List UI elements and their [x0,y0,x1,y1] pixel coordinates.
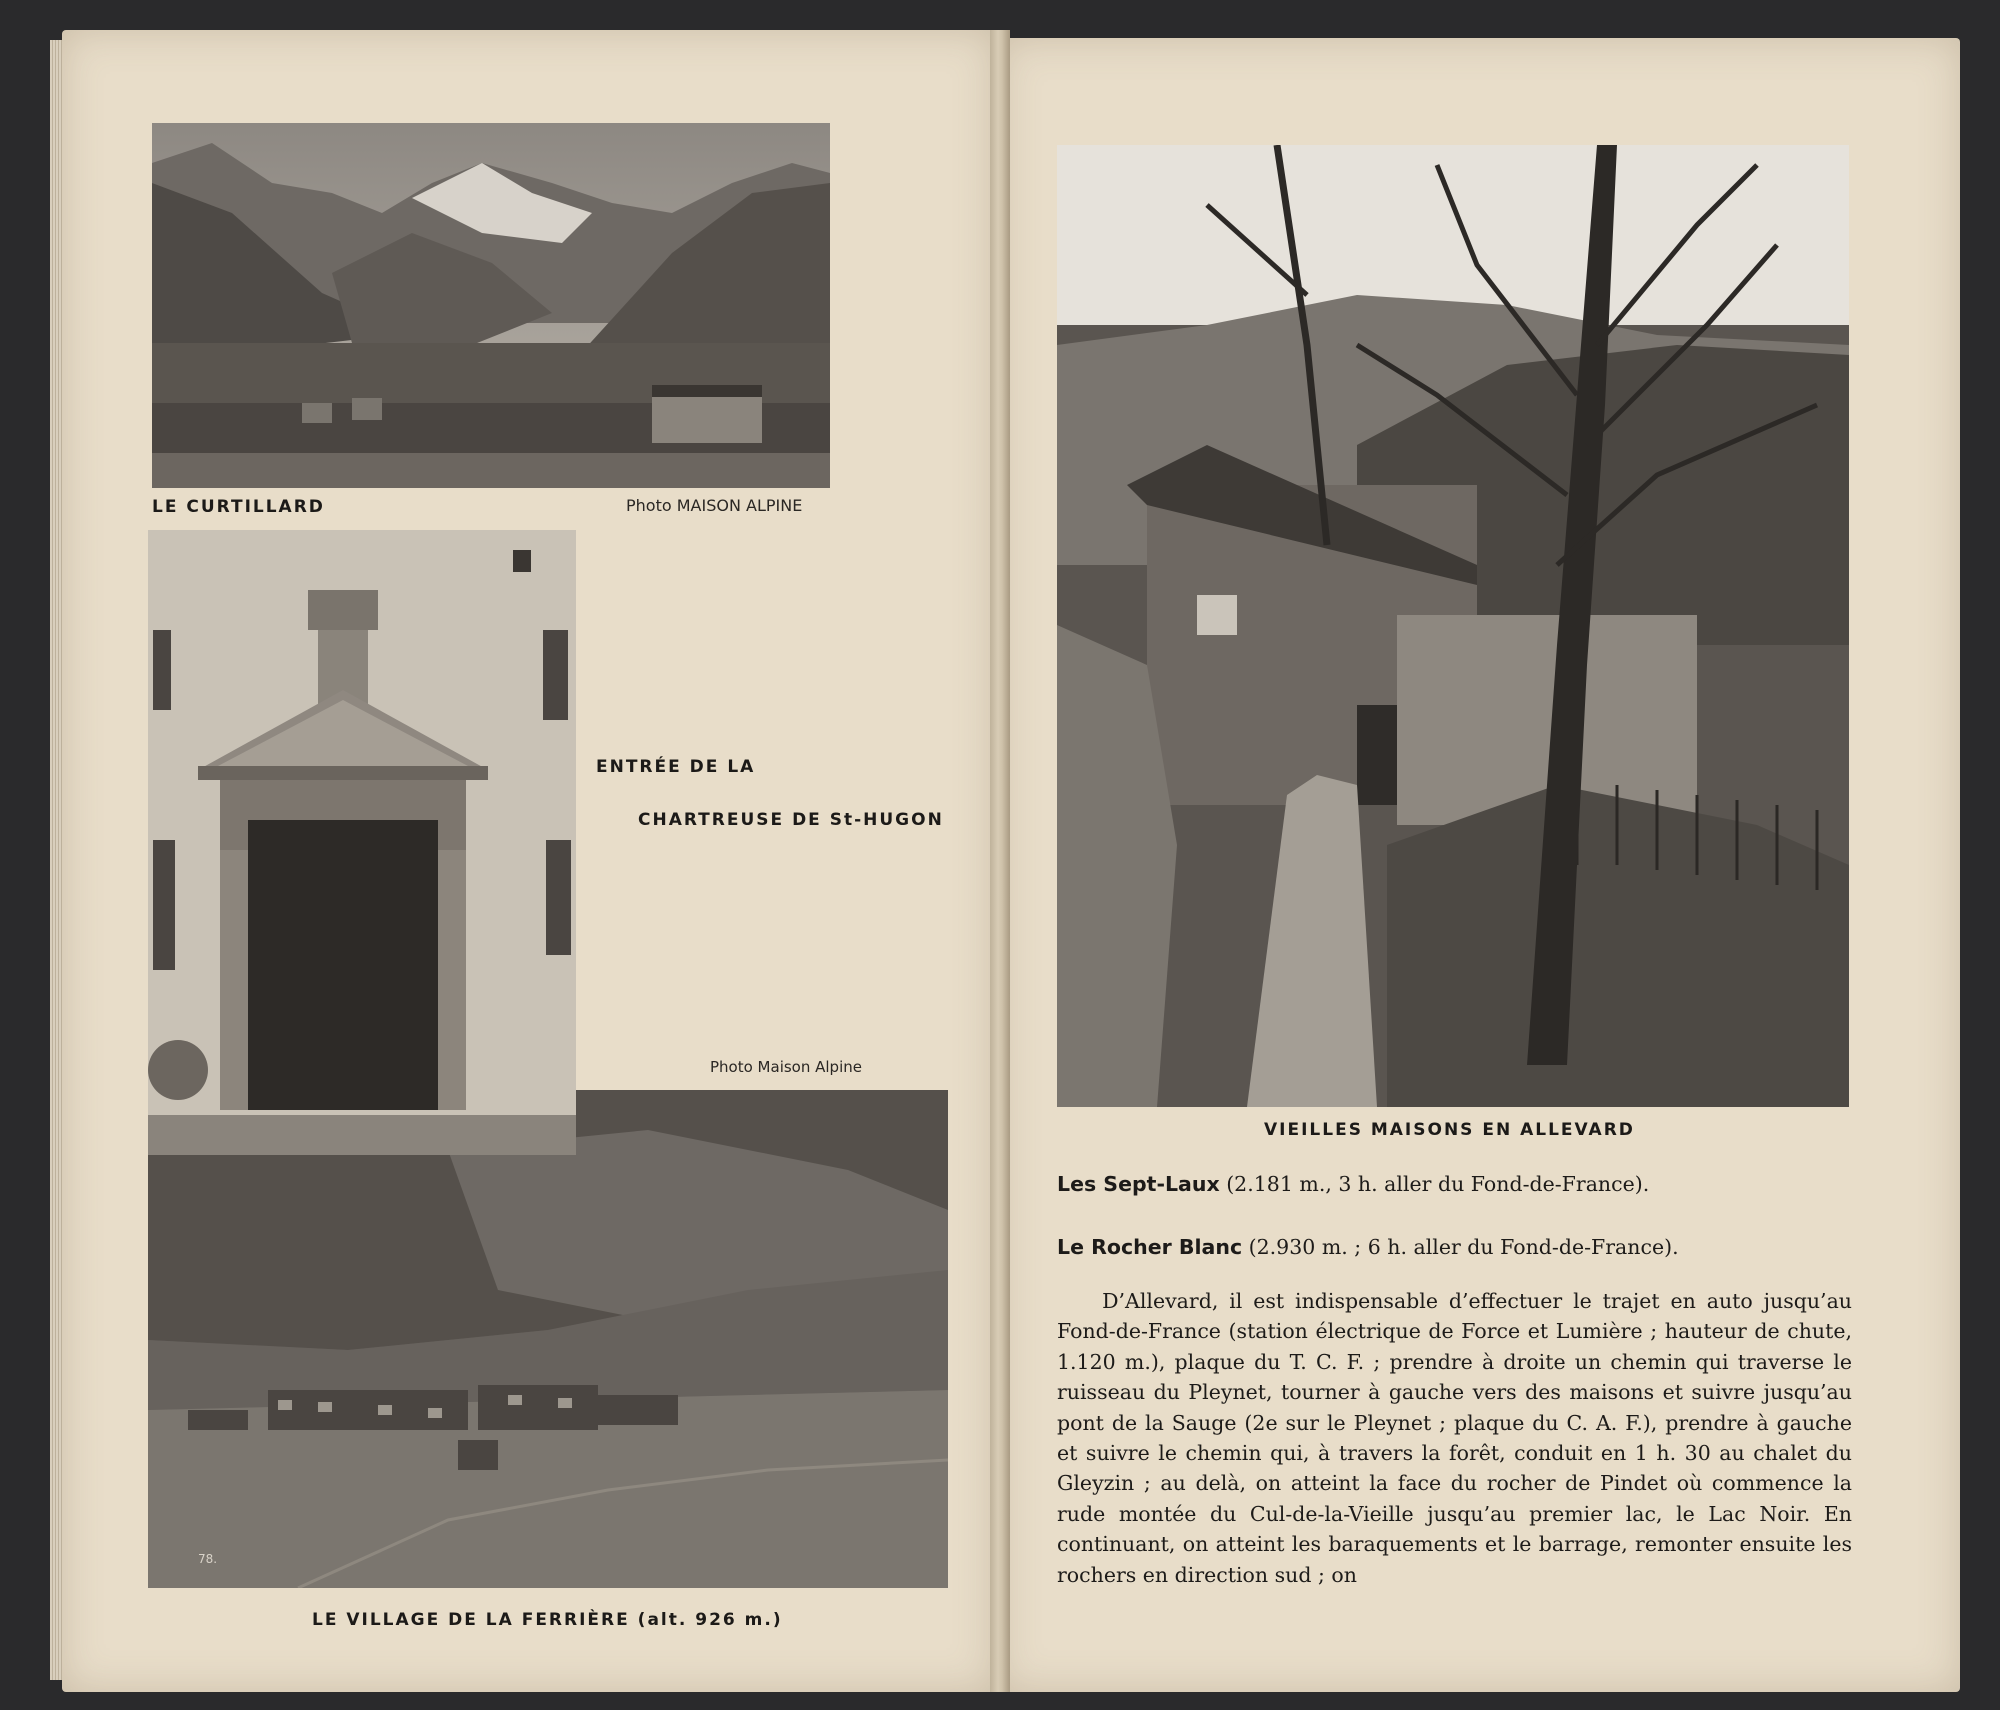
caption-vieilles-maisons: VIEILLES MAISONS EN ALLEVARD [1264,1120,1635,1140]
credit-photo1: Photo MAISON ALPINE [626,496,803,515]
credit-photo2: Photo Maison Alpine [710,1058,862,1076]
entry-detail: (2.181 m., 3 h. aller du Fond-de-France). [1219,1172,1650,1196]
entry-title: Les Sept-Laux [1057,1172,1220,1196]
photo-village-ferriere [148,1090,948,1588]
caption-le-curtillard: LE CURTILLARD [152,497,325,517]
photo-le-curtillard [152,123,830,488]
entry-sept-laux [1057,1172,1649,1196]
book-gutter [990,30,1010,1692]
entry-detail: (2.930 m. ; 6 h. aller du Fond-de-France). [1242,1235,1679,1259]
entry-title: Le Rocher Blanc [1057,1235,1243,1259]
photo-number: 78. [198,1552,218,1566]
photo-vieilles-maisons [1057,145,1849,1107]
caption-village-ferriere: LE VILLAGE DE LA FERRIÈRE (alt. 926 m.) [312,1610,783,1630]
caption-chartreuse-line1: ENTRÉE DE LA [596,757,756,777]
body-paragraph [1057,1286,1852,1590]
photo-chartreuse-entrance [148,530,576,1155]
paragraph-text: D’Allevard, il est indispensable d’effectuer le trajet en auto jusqu’au Fond-de-France (station électrique de Force et Lumière ; hauteur de chute, 1.120 m.), plaque du T. C. F. ; prendre à droite un chemin qui traverse le ruisseau du Pleynet, tourner à gauche vers des maisons et suivre jusqu’au pont de la Sauge (2e sur le Pleynet ; plaque du C. A. F.), prendre à gauche et suivre le chemin qui, à travers la forêt, conduit en 1 h. 30 au chalet du Gleyzin ; au delà, on atteint la face du rocher de Pindet où commence la rude montée du Cul-de-la-Vieille jusqu’au premier lac, le Lac Noir. En continuant, on atteint les baraquements et le barrage, remonter ensuite les rochers en direction sud ; on [1057,1289,1852,1587]
caption-chartreuse-line2: CHARTREUSE DE St-HUGON [638,810,944,830]
entry-rocher-blanc [1057,1235,1679,1259]
